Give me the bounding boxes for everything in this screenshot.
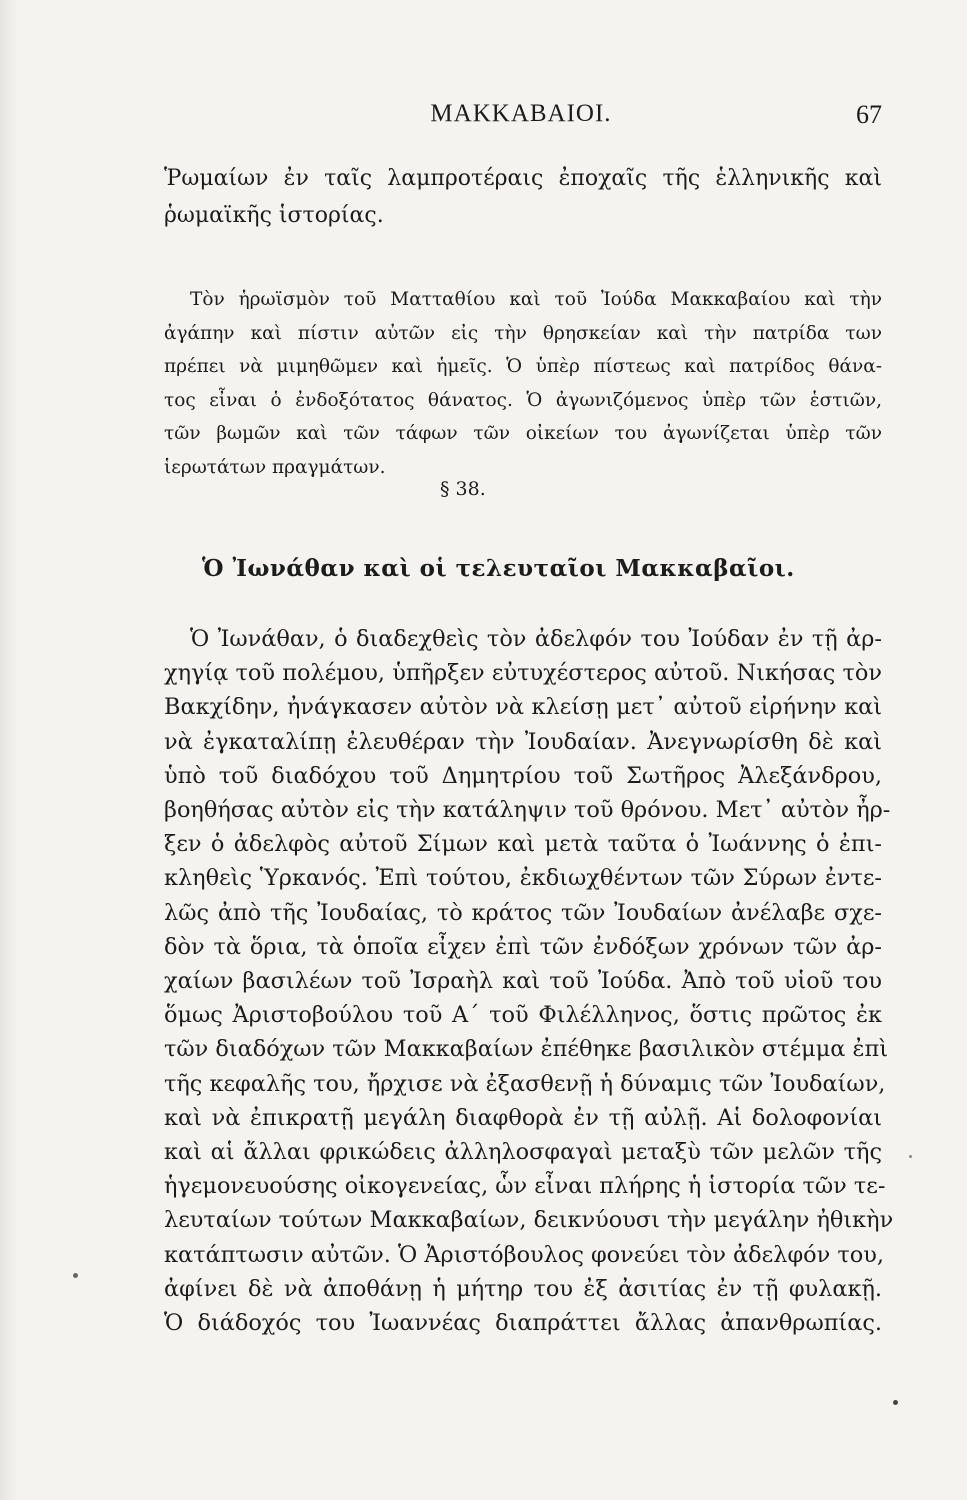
- text-line: τῶν βωμῶν καὶ τῶν τάφων τῶν οἰκείων του ἀγωνίζεται ὑπὲρ τῶν: [164, 423, 882, 445]
- text-line: ἀφίνει δὲ νὰ ἀποθάνῃ ἡ μήτηρ του ἐξ ἀσιτίας ἐν τῇ φυλακῇ.: [164, 1275, 882, 1302]
- text-line: ὅμως Ἀριστοβούλου τοῦ Α΄ τοῦ Φιλέλληνος, ὅστις πρῶτος ἐκ: [164, 1002, 882, 1029]
- text-line: χηγίᾳ τοῦ πολέμου, ὑπῆρξεν εὐτυχέστερος αὐτοῦ. Νικήσας τὸν: [164, 660, 882, 687]
- ink-speck: [909, 1155, 912, 1158]
- text-line: πρέπει νὰ μιμηθῶμεν καὶ ἡμεῖς. Ὁ ὑπὲρ πίστεως καὶ πατρίδος θάνα-: [164, 356, 882, 378]
- text-line: λευταίων τούτων Μακκαβαίων, δεικνύουσι τὴν μεγάλην ἠθικὴν: [164, 1207, 894, 1234]
- running-head: [160, 100, 882, 140]
- paragraph-main: [164, 622, 894, 1340]
- text-line: ἱερωτάτων πραγμάτων.: [164, 456, 386, 478]
- text-line: Ὁ Ἰωνάθαν, ὁ διαδεχθεὶς τὸν ἀδελφόν του Ἰούδαν ἐν τῇ ἀρ-: [190, 626, 882, 652]
- text-line: Ῥωμαίων ἐν ταῖς λαμπροτέραις ἐποχαῖς τῆς ἑλληνικῆς καὶ: [164, 166, 882, 191]
- running-head-title: ΜΑΚΚΑΒΑΙΟΙ.: [430, 100, 612, 127]
- text-line: κληθεὶς Ὑρκανός. Ἐπὶ τούτου, ἐκδιωχθέντων τῶν Σύρων ἐντε-: [164, 865, 882, 892]
- text-line: Τὸν ἡρωϊσμὸν τοῦ Ματταθίου καὶ τοῦ Ἰούδα Μακκαβαίου καὶ τὴν: [190, 289, 882, 310]
- text-line: Ὁ διάδοχός του Ἰωαννέας διαπράττει ἄλλας ἀπανθρωπίας.: [164, 1310, 882, 1337]
- section-heading: Ὁ Ἰωνάθαν καὶ οἱ τελευταῖοι Μακκαβαῖοι.: [202, 555, 795, 582]
- paragraph-continuation: [164, 160, 882, 234]
- text-line: νὰ ἐγκαταλίπῃ ἐλευθέραν τὴν Ἰουδαίαν. Ἀνεγνωρίσθη δὲ καὶ: [164, 728, 882, 755]
- text-line: χαίων βασιλέων τοῦ Ἰσραὴλ καὶ τοῦ Ἰούδα. Ἀπὸ τοῦ υἱοῦ του: [164, 968, 882, 995]
- text-line: ξεν ὁ ἀδελφὸς αὐτοῦ Σίμων καὶ μετὰ ταῦτα ὁ Ἰωάννης ὁ ἐπι-: [164, 831, 882, 858]
- text-line: λῶς ἀπὸ τῆς Ἰουδαίας, τὸ κράτος τῶν Ἰουδαίων ἀνέλαβε σχε-: [164, 899, 882, 926]
- paragraph-small-print: [164, 283, 882, 485]
- text-line: βοηθήσας αὐτὸν εἰς τὴν κατάληψιν τοῦ θρόνου. Μετ᾽ αὐτὸν ἦρ-: [164, 797, 891, 824]
- text-line: τῶν διαδόχων τῶν Μακκαβαίων ἐπέθηκε βασιλικὸν στέμμα ἐπὶ: [164, 1036, 888, 1063]
- text-line: ἀγάπην καὶ πίστιν αὐτῶν εἰς τὴν θρησκείαν καὶ τὴν πατρίδα των: [164, 322, 882, 344]
- page-edge-shadow: [0, 0, 18, 1500]
- text-line: τος εἶναι ὁ ἐνδοξότατος θάνατος. Ὁ ἀγωνιζόμενος ὑπὲρ τῶν ἑστιῶν,: [164, 389, 882, 411]
- text-line: κατάπτωσιν αὐτῶν. Ὁ Ἀριστόβουλος φονεύει τὸν ἀδελφόν του,: [164, 1241, 884, 1268]
- text-line: δὸν τὰ ὅρια, τὰ ὁποῖα εἶχεν ἐπὶ τῶν ἐνδόξων χρόνων τῶν ἀρ-: [164, 933, 882, 960]
- text-line: ἡγεμονευούσης οἰκογενείας, ὧν εἶναι πλήρης ἡ ἱστορία τῶν τε-: [164, 1173, 886, 1200]
- page-number: 67: [856, 100, 882, 129]
- ink-speck: [893, 1400, 898, 1405]
- section-mark: § 38.: [440, 478, 486, 500]
- text-line: ὑπὸ τοῦ διαδόχου τοῦ Δημητρίου τοῦ Σωτῆρος Ἀλεξάνδρου,: [164, 762, 882, 789]
- text-line: Βακχίδην, ἠνάγκασεν αὐτὸν νὰ κλείσῃ μετ᾽ αὐτοῦ εἰρήνην καὶ: [164, 694, 882, 721]
- text-line: καὶ αἱ ἄλλαι φρικώδεις ἀλληλοσφαγαὶ μεταξὺ τῶν μελῶν τῆς: [164, 1139, 882, 1166]
- ink-speck: [73, 1273, 78, 1278]
- text-line: τῆς κεφαλῆς του, ἤρχισε νὰ ἐξασθενῇ ἡ δύναμις τῶν Ἰουδαίων,: [164, 1070, 886, 1097]
- text-line: καὶ νὰ ἐπικρατῇ μεγάλη διαφθορὰ ἐν τῇ αὐλῇ. Αἱ δολοφονίαι: [164, 1104, 882, 1131]
- text-line: ῥωμαϊκῆς ἱστορίας.: [164, 203, 384, 228]
